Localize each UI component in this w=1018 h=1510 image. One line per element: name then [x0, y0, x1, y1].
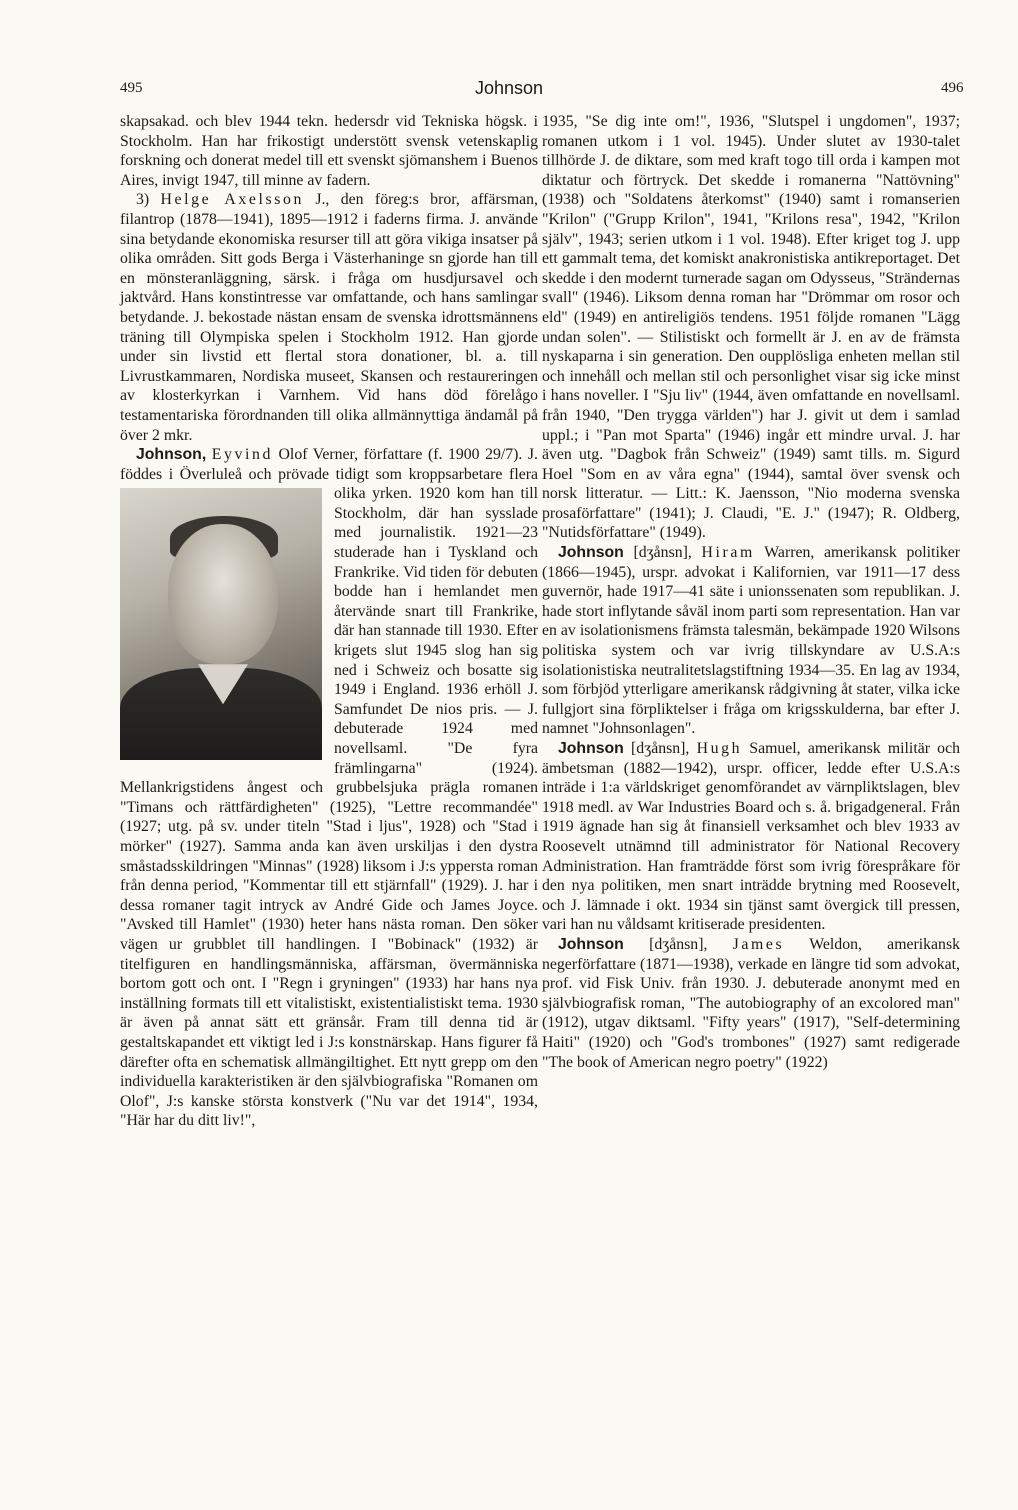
entry-pronunciation: [dʒånsn],	[623, 740, 697, 757]
portrait-photo	[120, 488, 322, 760]
entry-eyvind-johnson	[120, 445, 538, 1131]
entry-person-name: Hugh	[696, 740, 743, 757]
entry-body: J., den föreg:s bror, affärsman, filantrop (1878—1941), 1895—1912 i faderns firma. J. använde sina betydande ekonomiska resurser till att göra vikiga insatser på olika områden. Sitt gods Berga i Västerhaninge sn gjorde han till en mönsteranläggning, särsk. i fråga om husdjursavel och jaktvård. Hans konstintresse var omfattande, och hans samlingar betydande. J. bekostade nästan ensam de svenska idrottsmännens träning till Olympiska spelen i Stockholm 1912. Han gjorde under sin livstid ett flertal stora donationer, bl. a. till Livrustkammaren, Nordiska museet, Skansen och restaureringen av klosterkyrkan i Varnhem. Vid hans död förelågo testamentariska förordnanden till olika allmännyttiga ändamål på över 2 mkr.	[120, 191, 538, 444]
entry-hugh-johnson	[542, 739, 960, 935]
entry-body: Samuel, amerikansk militär och ämbetsman (1882—1942), urspr. officer, ledde efter U.S.A:s inträde i 1:a världskriget genomförandet av värnpliktslagen, blev 1918 medl. av War Industries Board och s. å. brigadgeneral. Från 1919 ägnade han sig åt finansiell verksamhet och blev 1933 av Roosevelt utnämnd till administrator för National Recovery Administration. Han framträdde först som ivrig förespråkare för den nya politiken, men snart inträdde brytning med Roosevelt, och J. lämnade i okt. 1934 sin tjänst samt övergick till pressen, vari han nu våldsamt kritiserade presidenten.	[542, 740, 960, 934]
running-head: Johnson	[474, 78, 544, 98]
entry-body-continued: 1920 kom han till Stockholm, där han sysslade med journalistik. 1921—23 studerade han i Tyskland och Frankrike. Vid tiden för debuten bodde han i hemlandet men återvände snart till Frankrike, där han stannade till 1930. Efter krigets slut 1945 slog han sig ned i Schweiz och bosatte sig 1949 i England. 1936 erhöll J. Samfundet De nios pris. — J. debuterade 1924 med novellsaml. "De fyra främlingarna" (1924). Mellankrigstidens ångest och grubbelsjuka prägla romanen "Timans och rättfärdigheten" (1925), "Lettre recommandée" (1927; utg. på sv. under titeln "Stad i ljus", 1928) och "Stad i mörker" (1927). Samma anda kan även urskiljas i den dystra småstadsskildringen "Minnas" (1928) liksom i J:s yppersta roman från denna period, "Kommentar till ett stjärnfall" (1929). J. har i dessa romaner tagit intryck av André Gide och James Joyce. "Avsked till Hamlet" (1930) heter hans nästa roman. Den söker vägen ur grubblet till handlingen. I "Bobinack" (1932) är titelfiguren en handlingsmänniska, affärsman, övermänniska bortom gott och ont. I "Regn i gryningen" (1933) har hans nya inställning formats till ett vitalistiskt, existentialistiskt tema. 1930 är även på annat sätt ett gränsår. Fram till denna tid är gestaltskapandet ett viktigt led i J:s konstnärskap. Hans figurer få därefter ofta en schematisk allmängiltighet. Ett nytt grepp om den individuella karakteristiken är den självbiografiska "Romanen om Olof", J:s kanske största konstverk ("Nu var det 1914", 1934, "Här har du ditt liv!",	[120, 485, 539, 1130]
entry-pronunciation: [dʒånsn],	[623, 544, 702, 562]
entry-person-name: James	[732, 935, 785, 953]
left-column	[120, 112, 538, 1131]
entry-number: 3)	[136, 191, 150, 209]
entry-headword: Johnson	[558, 544, 624, 562]
entry-hiram-johnson	[542, 543, 960, 739]
entry-headword: Johnson	[558, 935, 624, 953]
entry-headword: Johnson,	[136, 446, 207, 464]
portrait-face	[168, 524, 278, 664]
entry-body: Warren, amerikansk politiker (1866—1945), urspr. advokat i Kalifornien, var 1911—17 dess guvernör, hade 1917—41 säte i unionssenaten som republikan. J. hade stort inflytande såväl inom parti som representation. Han var en av isolationismens främsta talesmän, bekämpade 1920 Wilsons politiska system och var ivrig tillskyndare av U.S.A:s isolationistiska neutralitetslagstiftning 1934—35. En lag av 1934, som förbjöd ytterligare amerikansk rådgivning åt stater, vilka icke fullgjort sina förpliktelser i fråga om krigsskulderna, bar efter J. namnet "Johnsonlagen".	[542, 544, 961, 738]
right-page-number: 496	[941, 80, 964, 96]
paragraph-continuation: skapsakad. och blev 1944 tekn. hedersdr vid Tekniska högsk. i Stockholm. Han har frikostigt understött svensk vetenskaplig forskning och donerat medel till ett svenskt sjömanshem i Buenos Aires, invigt 1947, till minne av fadern.	[120, 113, 538, 189]
right-column	[542, 112, 960, 1072]
entry-pronunciation: [dʒånsn],	[623, 935, 733, 953]
entry-helge-axelsson	[120, 190, 538, 445]
entry-headword: Johnson	[558, 740, 624, 757]
entry-body: Weldon, amerikansk negerförfattare (1871—1938), verkade en längre tid som advokat, prof. vid Fisk Univ. från 1930. J. debuterade anonymt med en självbiografisk roman, "The autobiography of an excolored man" (1912), utgav diktsaml. "Fifty years" (1917), "Self-determining Haiti" (1920) och "God's trombones" (1927) samt redigerade "The book of American negro poetry" (1922)	[542, 935, 960, 1071]
entry-person-name: Hiram	[701, 544, 755, 562]
entry-james-johnson	[542, 935, 960, 1072]
left-page-number: 495	[120, 80, 143, 96]
entry-person-name: Helge Axelsson	[160, 191, 304, 209]
entry-person-name: Eyvind	[211, 446, 273, 464]
page-header	[0, 78, 1018, 104]
paragraph-continuation: 1935, "Se dig inte om!", 1936, "Slutspel i ungdomen", 1937; romanen utkom i 1 vol. 1945). Under slutet av 1930-talet tillhörde J. de diktare, som med kraft togo till orda i kampen mot diktatur och förtryck. Det skedde i romanerna "Nattövning" (1938) och "Soldatens återkomst" (1940) samt i romanserien "Krilon" ("Grupp Krilon", 1941, "Krilons resa", 1942, "Krilon själv", 1943; serien utkom i 1 vol. 1948). Efter kriget tog J. upp ett gammalt tema, det komiskt anakronistiska antikreportaget. Det skedde i den modernt turnerade sagan om Odysseus, "Strändernas svall" (1946). Liksom denna roman har "Drömmar om rosor och eld" (1949) en antireligiös tendens. 1951 följde romanen "Lägg undan solen". — Stilistiskt och formellt är J. en av de främsta nyskaparna i sin generation. Den oupplösliga enheten mellan stil och innehåll och mellan stil och personlighet visar sig icke minst i hans noveller. I "Sju liv" (1944, även omfattande en novellsaml. från 1940, "Den trygga världen") har J. givit ut dem i samlad uppl.; i "Pan mot Sparta" (1946) ingår ett mindre urval. J. har även utg. "Dagbok från Schweiz" (1949) samt tills. m. Sigurd Hoel "Som en av våra egna" (1944), samtal över svensk och norsk litteratur. — Litt.: K. Jaensson, "Nio moderna svenska prosaförfattare" (1941); J. Claudi, "E. J." (1947); R. Oldberg, "Nutidsförfattare" (1949).	[542, 113, 960, 542]
entry-body: Olof Verner, författare (f. 1900 29/7). J. föddes i Överluleå och prövade tidigt som kroppsarbetare flera olika yrken.	[120, 446, 538, 503]
